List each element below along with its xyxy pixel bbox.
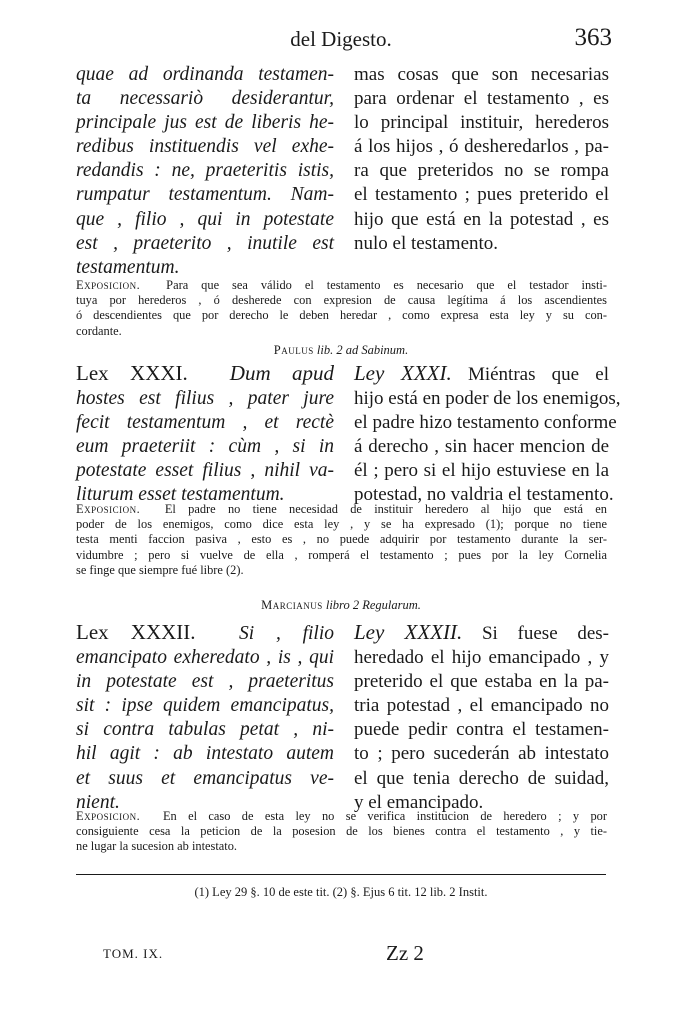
spanish-line <box>354 361 609 387</box>
exposition-text: En el caso de esta ley no se verifica institucion de heredero ; y por <box>162 809 607 823</box>
exposition-line: ó descendientes que por derecho le deben heredar , como expresa esta ley y su con- <box>76 308 607 323</box>
exposition-label: Exposicion. <box>76 502 141 516</box>
latin-lex-32 <box>76 620 334 815</box>
exposition-line <box>76 278 607 293</box>
spanish-line: to ; pero sucederán ab intestato <box>354 743 609 765</box>
spanish-line: el padre hizo testamento conforme <box>354 412 617 434</box>
spanish-line: á derecho , sin hacer mencion de <box>354 436 609 458</box>
exposition-line: poder de los enemigos, como dice esta ley , y se ha expresado (1); porque no tiene <box>76 517 607 532</box>
latin-line: fecit testamentum , et rectè <box>76 412 334 434</box>
exposition-line <box>76 502 607 517</box>
latin-line: sit : ipse quidem emancipatus, <box>76 695 334 717</box>
page-number: 363 <box>574 24 612 51</box>
latin-line: emancipato exheredato , is , qui <box>76 647 334 669</box>
latin-column-continuation <box>76 63 334 280</box>
spanish-line: el testamento ; pues preterido el <box>354 184 609 206</box>
spanish-line: hijo que está en la potestad , es <box>354 208 609 230</box>
exposition-line: ne lugar la sucesion ab intestato. <box>76 839 238 854</box>
latin-line: hil agit : ab intestato autem <box>76 743 334 765</box>
spanish-line <box>354 620 609 646</box>
latin-text: Dum apud <box>229 361 335 385</box>
latin-line: testamentum. <box>76 256 180 278</box>
spanish-line: para ordenar el testamento , es <box>354 88 609 110</box>
spanish-ley-32 <box>354 620 609 815</box>
lex-heading: Lex XXXI. <box>76 361 188 385</box>
attribution-marcianus <box>0 598 682 613</box>
latin-line: redandis : ne, praeteritis istis, <box>76 160 334 182</box>
latin-line: redibus instituendis vel exhe- <box>76 136 334 158</box>
exposition-1 <box>76 278 607 339</box>
spanish-line: mas cosas que son necesarias <box>354 64 609 85</box>
spanish-text: Si fuese des- <box>481 623 610 644</box>
exposition-label: Exposicion. <box>76 809 141 823</box>
latin-line: quae ad ordinanda testamen- <box>76 64 334 85</box>
running-title: del Digesto. <box>290 27 392 51</box>
spanish-line: preterido el que estaba en la pa- <box>354 671 609 693</box>
spanish-line: potestad, no valdria el testamento. <box>354 484 614 506</box>
spanish-line: á los hijos , ó desheredarlos , pa- <box>354 136 609 158</box>
attribution-paulus <box>0 343 682 358</box>
exposition-text: El padre no tiene necesidad de instituir heredero al hijo que está en <box>164 502 607 516</box>
exposition-line: se finge que siempre fué libre (2). <box>76 562 244 577</box>
exposition-line: vidumbre ; pero si vuelve de ella , romperá el testamento ; pues por la ley Cornelia <box>76 547 607 562</box>
latin-line: ta necessariò desiderantur, <box>76 88 334 110</box>
lex-heading: Lex XXXII. <box>76 620 196 644</box>
spanish-ley-31 <box>354 361 621 508</box>
spanish-line: el que tenia derecho de suidad, <box>354 767 609 789</box>
latin-line <box>76 620 334 646</box>
latin-line: et suus et emancipatus ve- <box>76 767 334 789</box>
exposition-line: testa menti faccion pasiva , esto es , no puede adquirir por testamento durante la ser- <box>76 532 607 547</box>
spanish-text: Miéntras que el <box>467 364 610 385</box>
spanish-line: heredado el hijo emancipado , y <box>354 647 609 669</box>
latin-line: principale jus est de liberis he- <box>76 112 334 134</box>
latin-line: rumpatur testamentum. Nam- <box>76 184 334 206</box>
latin-line: potestate esset filius , nihil va- <box>76 460 334 482</box>
latin-lex-31 <box>76 361 334 508</box>
exposition-line: cordante. <box>76 323 122 338</box>
exposition-text: Para que sea válido el testamento es necesario que el testador insti- <box>166 278 607 292</box>
attribution-source: libro 2 Regularum. <box>325 598 421 612</box>
spanish-line: tria potestad , el emancipado no <box>354 695 609 717</box>
exposition-3 <box>76 809 607 855</box>
ley-heading: Ley XXXI. <box>354 361 452 385</box>
exposition-line: consiguiente cesa la peticion de la posesion de los bienes contra el testamento , y tie- <box>76 824 607 839</box>
latin-line: que , filio , qui in potestate <box>76 208 334 230</box>
latin-line: si contra tabulas petat , ni- <box>76 719 334 741</box>
latin-line: liturum esset testamentum. <box>76 484 285 506</box>
spanish-line: puede pedir contra el testamen- <box>354 719 609 741</box>
exposition-line: tuya por herederos , ó desherede con expresion de causa legítima á los ascendientes <box>76 293 607 308</box>
latin-line: eum praeteriit : cùm , si in <box>76 436 334 458</box>
latin-line: hostes est filius , pater jure <box>76 388 334 410</box>
latin-line: nient. <box>76 791 120 813</box>
latin-line: in potestate est , praeteritus <box>76 671 334 693</box>
spanish-line: hijo está en poder de los enemigos, <box>354 388 621 410</box>
signature-mark: Zz 2 <box>386 941 424 965</box>
latin-line <box>76 361 334 387</box>
attribution-author: Paulus <box>273 343 314 357</box>
attribution-author: Marcianus <box>261 598 323 612</box>
spanish-line: nulo el testamento. <box>354 232 499 254</box>
spanish-line: él ; pero si el hijo estuviese en la <box>354 460 609 482</box>
latin-text: Si , filio <box>239 623 335 644</box>
footnote-rule <box>76 874 606 875</box>
volume-label: TOM. IX. <box>103 946 164 961</box>
ley-heading: Ley XXXII. <box>354 620 463 644</box>
exposition-2 <box>76 502 607 578</box>
spanish-line: ra que preteridos no se rompa <box>354 160 609 182</box>
spanish-column-continuation <box>354 63 609 256</box>
exposition-label: Exposicion. <box>76 278 141 292</box>
latin-line: est , praeterito , inutile est <box>76 232 334 254</box>
attribution-source: lib. 2 ad Sabinum. <box>316 343 409 357</box>
exposition-line <box>76 809 607 824</box>
spanish-line: lo principal instituir, herederos <box>354 112 609 134</box>
spanish-line: y el emancipado. <box>354 791 484 813</box>
footnotes: (1) Ley 29 §. 10 de este tit. (2) §. Ejus 6 tit. 12 lib. 2 Instit. <box>194 885 488 899</box>
